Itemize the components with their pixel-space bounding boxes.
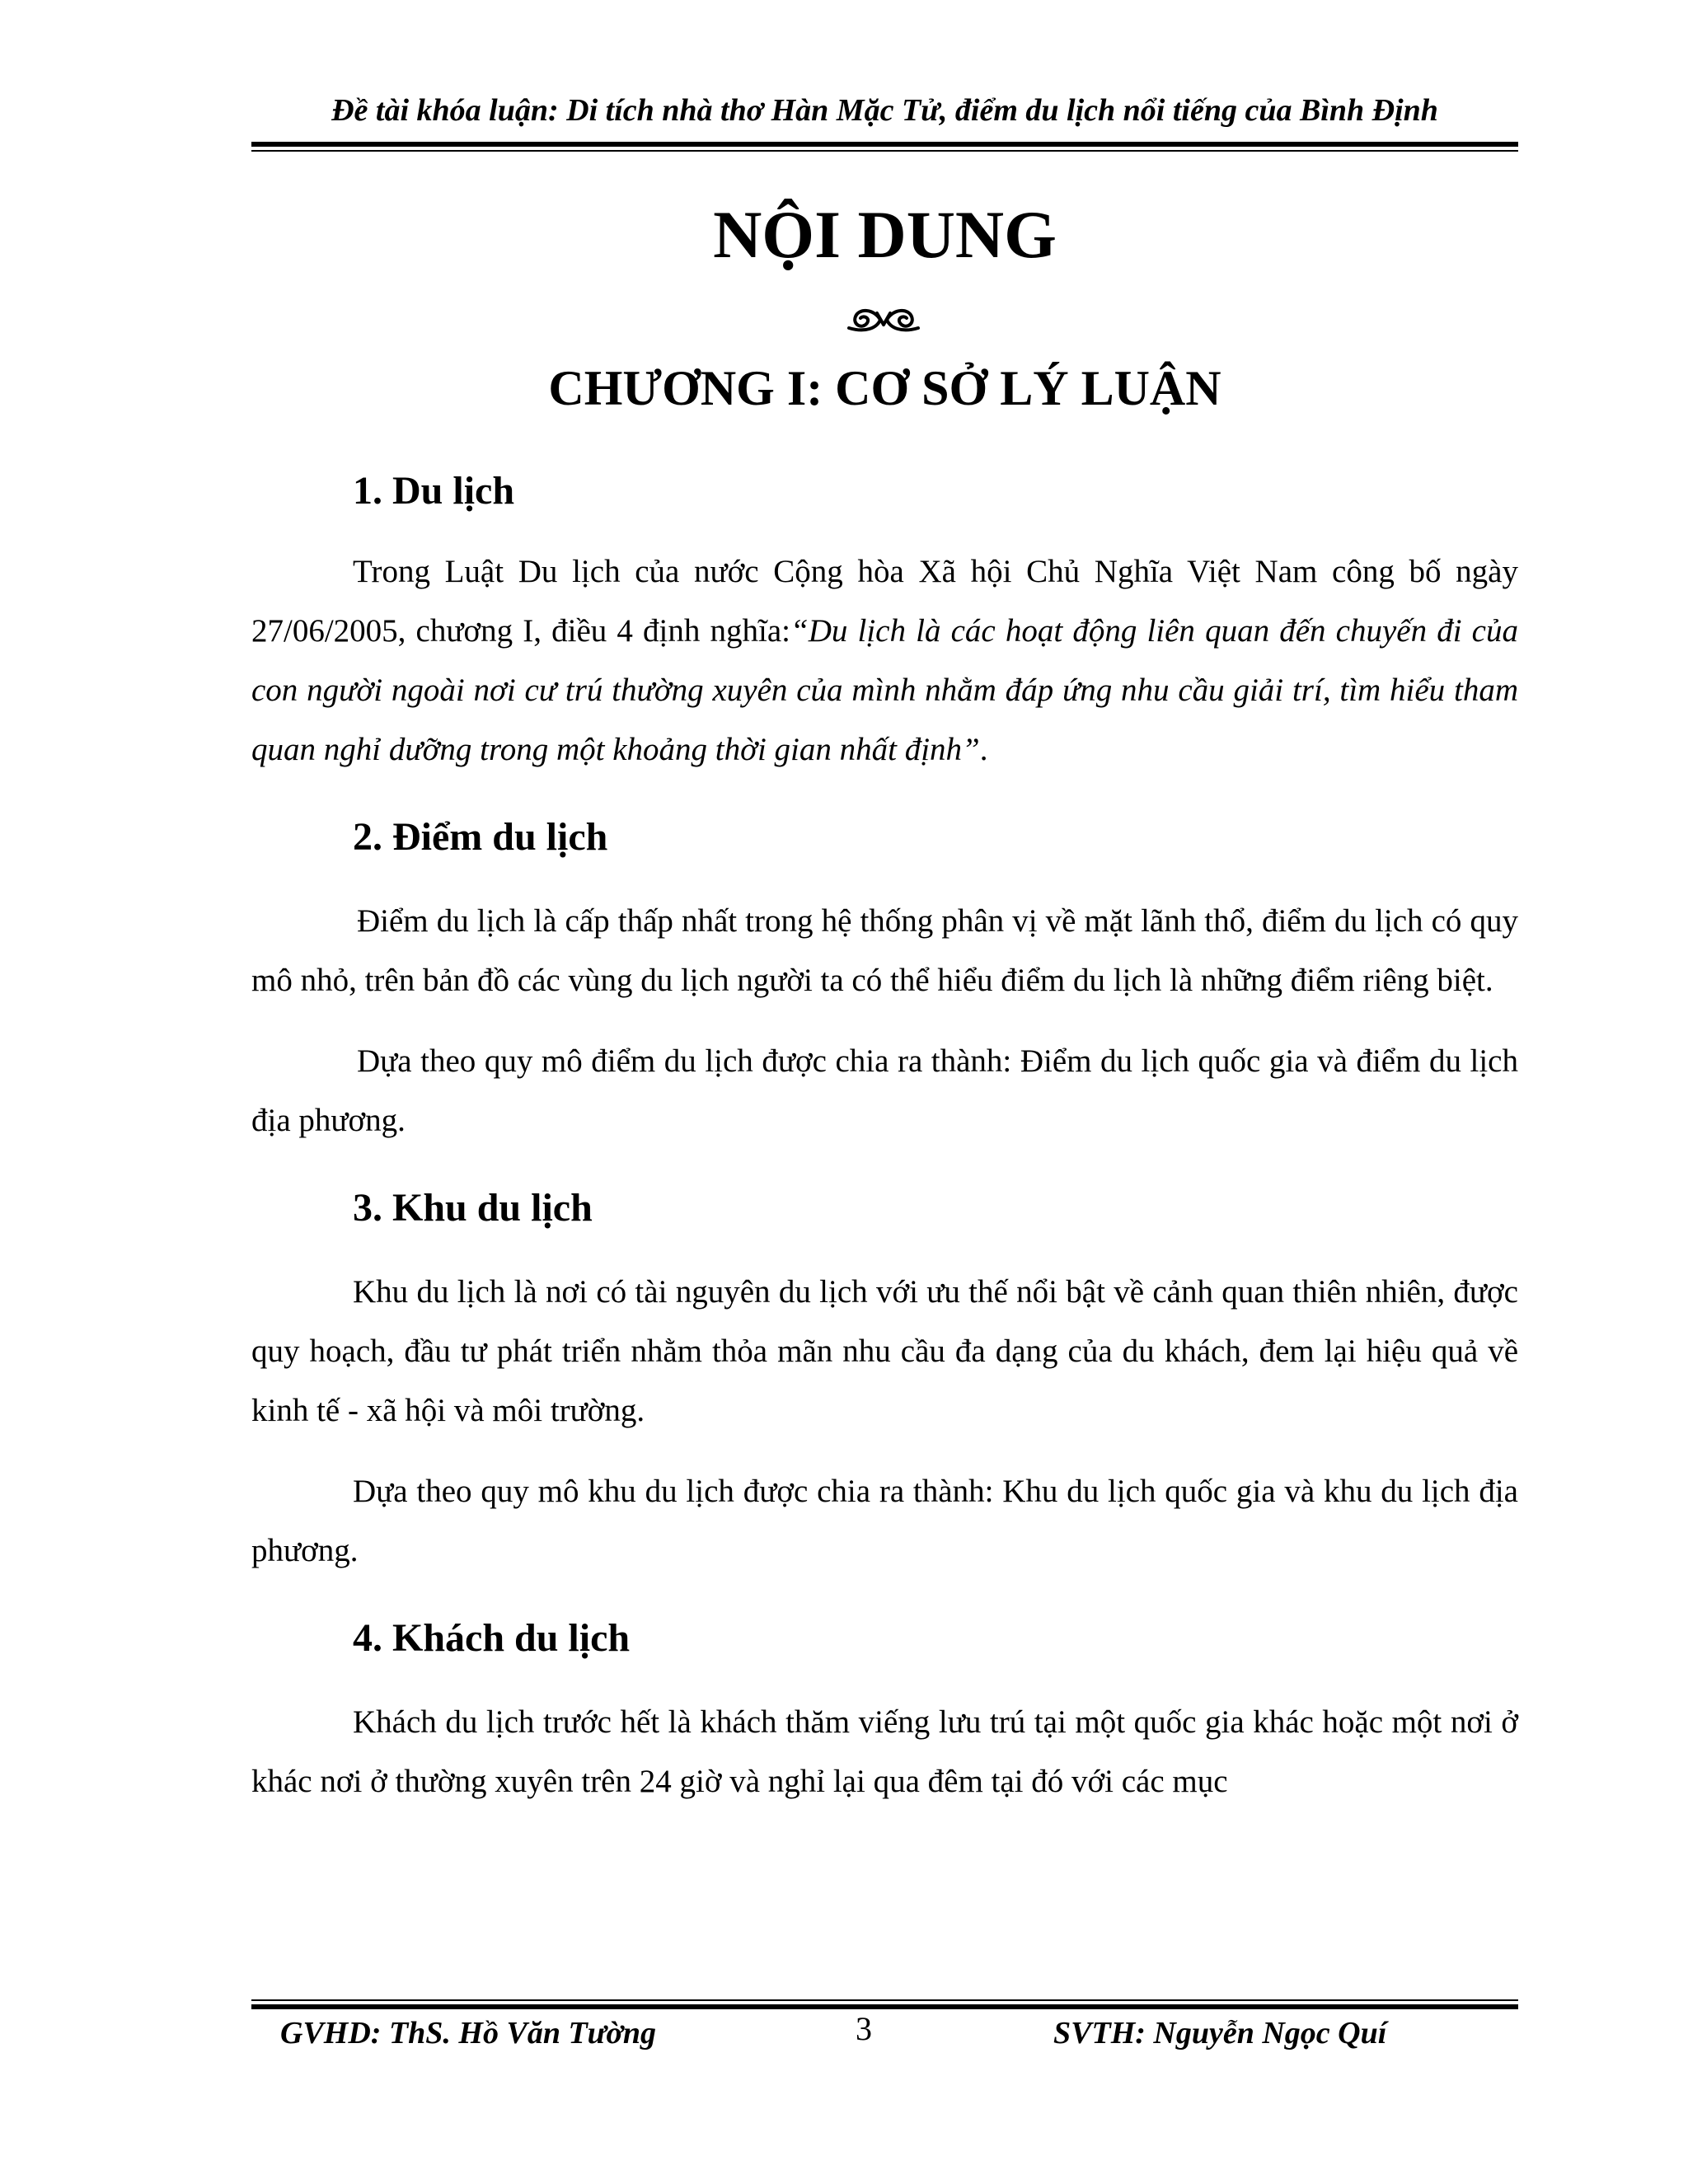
paragraph-text: Trong Luật Du lịch của nước Cộng hòa Xã hội Chủ Nghĩa Việt Nam công bố ngày 27/06/2005, chương I, điều 4 định nghĩa: xyxy=(251,554,1518,649)
page-title: NỘI DUNG xyxy=(713,197,1057,272)
paragraph-du-lich-definition xyxy=(251,542,1518,780)
footer-rule-thick xyxy=(251,2004,1518,2009)
paragraph-end: . xyxy=(979,732,988,767)
header-rule-thick xyxy=(251,142,1518,147)
definition-quote: “Du lịch là các hoạt động liên quan đến chuyến đi của con người ngoài nơi cư trú thường xuyên của mình nhằm đáp ứng nhu cầu giải trí, tìm hiểu tham quan nghỉ dưỡng trong một khoảng thời gian nhất định” xyxy=(251,613,1518,767)
document-body xyxy=(251,462,1518,1811)
paragraph-khu-du-lich-2: Dựa theo quy mô khu du lịch được chia ra thành: Khu du lịch quốc gia và khu du lịch địa phương. xyxy=(251,1474,1518,1568)
header-rule-thin xyxy=(251,150,1518,152)
paragraph-khach-du-lich-1: Khách du lịch trước hết là khách thăm viếng lưu trú tại một quốc gia khác hoặc một nơi ở khác nơi ở thường xuyên trên 24 giờ và nghỉ lại qua đêm tại đó với các mục xyxy=(251,1704,1518,1799)
decorative-flourish-icon xyxy=(841,303,926,336)
footer-advisor: GVHD: ThS. Hồ Văn Tường xyxy=(280,2016,656,2050)
section-heading-khach-du-lich: 4. Khách du lịch xyxy=(353,1616,631,1660)
chapter-title: CHƯƠNG I: CƠ SỞ LÝ LUẬN xyxy=(548,361,1221,415)
section-heading-du-lich: 1. Du lịch xyxy=(353,469,515,513)
paragraph-diem-du-lich-2: Dựa theo quy mô điểm du lịch được chia ra thành: Điểm du lịch quốc gia và điểm du lịch địa phương. xyxy=(251,1043,1518,1138)
paragraph-diem-du-lich-1: Điểm du lịch là cấp thấp nhất trong hệ thống phân vị về mặt lãnh thổ, điểm du lịch có quy mô nhỏ, trên bản đồ các vùng du lịch người ta có thể hiểu điểm du lịch là những điểm riêng biệt. xyxy=(251,903,1518,998)
paragraph-khu-du-lich-1: Khu du lịch là nơi có tài nguyên du lịch với ưu thế nổi bật về cảnh quan thiên nhiên, được quy hoạch, đầu tư phát triển nhằm thỏa mãn nhu cầu đa dạng của du khách, đem lại hiệu quả về kinh tế - xã hội và môi trường. xyxy=(251,1274,1518,1428)
section-heading-diem-du-lich: 2. Điểm du lịch xyxy=(353,815,608,859)
page-number: 3 xyxy=(856,2010,872,2047)
footer-rule-thin xyxy=(251,1999,1518,2001)
footer-student: SVTH: Nguyễn Ngọc Quí xyxy=(1053,2016,1387,2050)
page-header: Đề tài khóa luận: Di tích nhà thơ Hàn Mặc Tử, điểm du lịch nổi tiếng của Bình Định xyxy=(331,93,1438,128)
section-heading-khu-du-lich: 3. Khu du lịch xyxy=(353,1186,593,1230)
